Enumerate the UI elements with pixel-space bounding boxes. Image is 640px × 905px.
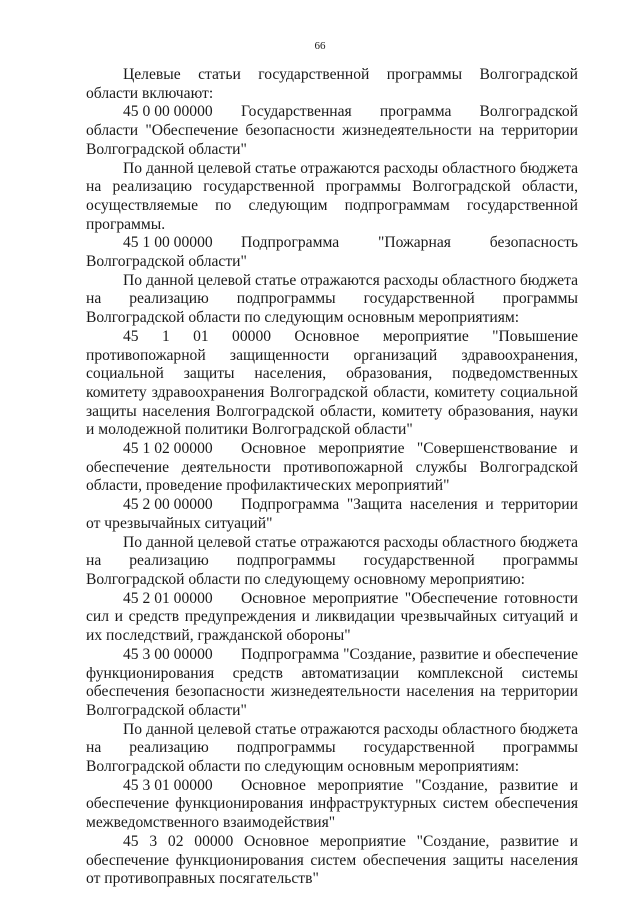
document-body xyxy=(86,66,578,889)
budget-code: 45 3 01 00000 xyxy=(123,776,213,794)
page-number: 66 xyxy=(314,40,326,52)
paragraph-text: Основное мероприятие "Создание, развитие и обеспечение функционирования инфраструктурных систем обеспечения межведомственного взаимодействия" xyxy=(86,776,578,832)
paragraph-text: Основное мероприятие "Повышение противопожарной защищенности организаций здравоохранения, социальной защиты населения, образования, подведомственных комитету здравоохранения Волгоградской области, комитету социальной защиты населения Волгоградской области, комитету образования, науки и молодежной политики Волгоградской области" xyxy=(86,327,578,439)
paragraph-text: Подпрограмма "Пожарная безопасность Волгоградской области" xyxy=(86,234,578,271)
budget-code: 45 2 01 00000 xyxy=(123,589,213,607)
budget-code: 45 1 02 00000 xyxy=(123,440,213,458)
paragraph-code-entry xyxy=(86,833,578,889)
paragraph-code-entry xyxy=(86,777,578,833)
paragraph-text: Основное мероприятие "Создание, развитие и обеспечение функционирования систем обеспечения защиты населения от противоправных посягательств" xyxy=(86,832,578,888)
paragraph-text: Основное мероприятие "Обеспечение готовности сил и средств предупреждения и ликвидации чрезвычайных ситуаций и их последствий, гражданской обороны" xyxy=(86,589,578,645)
budget-code: 45 3 00 00000 xyxy=(123,645,213,663)
paragraph-text: По данной целевой статье отражаются расходы областного бюджета на реализацию государственной программы Волгоградской области, осуществляемые по следующим подпрограммам государственной программы. xyxy=(86,159,578,233)
paragraph-description xyxy=(86,160,578,235)
paragraph-description xyxy=(86,534,578,590)
budget-code: 45 0 00 00000 xyxy=(123,103,213,121)
paragraph-text: Подпрограмма "Создание, развитие и обеспечение функционирования средств автоматизации комплексной системы обеспечения безопасности жизнедеятельности населения на территории Волгоградской области" xyxy=(86,645,578,719)
paragraph-text: Государственная программа Волгоградской области "Обеспечение безопасности жизнедеятельности на территории Волгоградской области" xyxy=(86,103,578,158)
paragraph-code-entry xyxy=(86,496,578,533)
paragraph-code-entry xyxy=(86,440,578,496)
paragraph-text: Подпрограмма "Защита населения и территории от чрезвычайных ситуаций" xyxy=(86,496,578,532)
budget-code: 45 1 01 00000 xyxy=(123,327,272,345)
budget-code: 45 1 00 00000 xyxy=(123,234,213,252)
paragraph-code-entry xyxy=(86,234,578,271)
budget-code: 45 3 02 00000 xyxy=(123,832,234,850)
paragraph-intro xyxy=(86,66,578,103)
paragraph-code-entry xyxy=(86,646,578,721)
paragraph-text: По данной целевой статье отражаются расходы областного бюджета на реализацию подпрограммы государственной программы Волгоградской области по следующим основным мероприятиям: xyxy=(86,720,578,776)
paragraph-text: По данной целевой статье отражаются расходы областного бюджета на реализацию подпрограммы государственной программы Волгоградской области по следующему основному мероприятию: xyxy=(86,533,578,588)
paragraph-code-entry xyxy=(86,103,578,159)
paragraph-text: По данной целевой статье отражаются расходы областного бюджета на реализацию подпрограммы государственной программы Волгоградской области по следующим основным мероприятиям: xyxy=(86,271,578,327)
paragraph-text: Целевые статьи государственной программы Волгоградской области включают: xyxy=(86,66,578,102)
paragraph-text: Основное мероприятие "Совершенствование и обеспечение деятельности противопожарной службы Волгоградской области, проведение профилактических мероприятий" xyxy=(86,440,578,495)
paragraph-code-entry xyxy=(86,590,578,646)
paragraph-description xyxy=(86,272,578,328)
paragraph-code-entry xyxy=(86,328,578,440)
paragraph-description xyxy=(86,721,578,777)
budget-code: 45 2 00 00000 xyxy=(123,496,213,514)
